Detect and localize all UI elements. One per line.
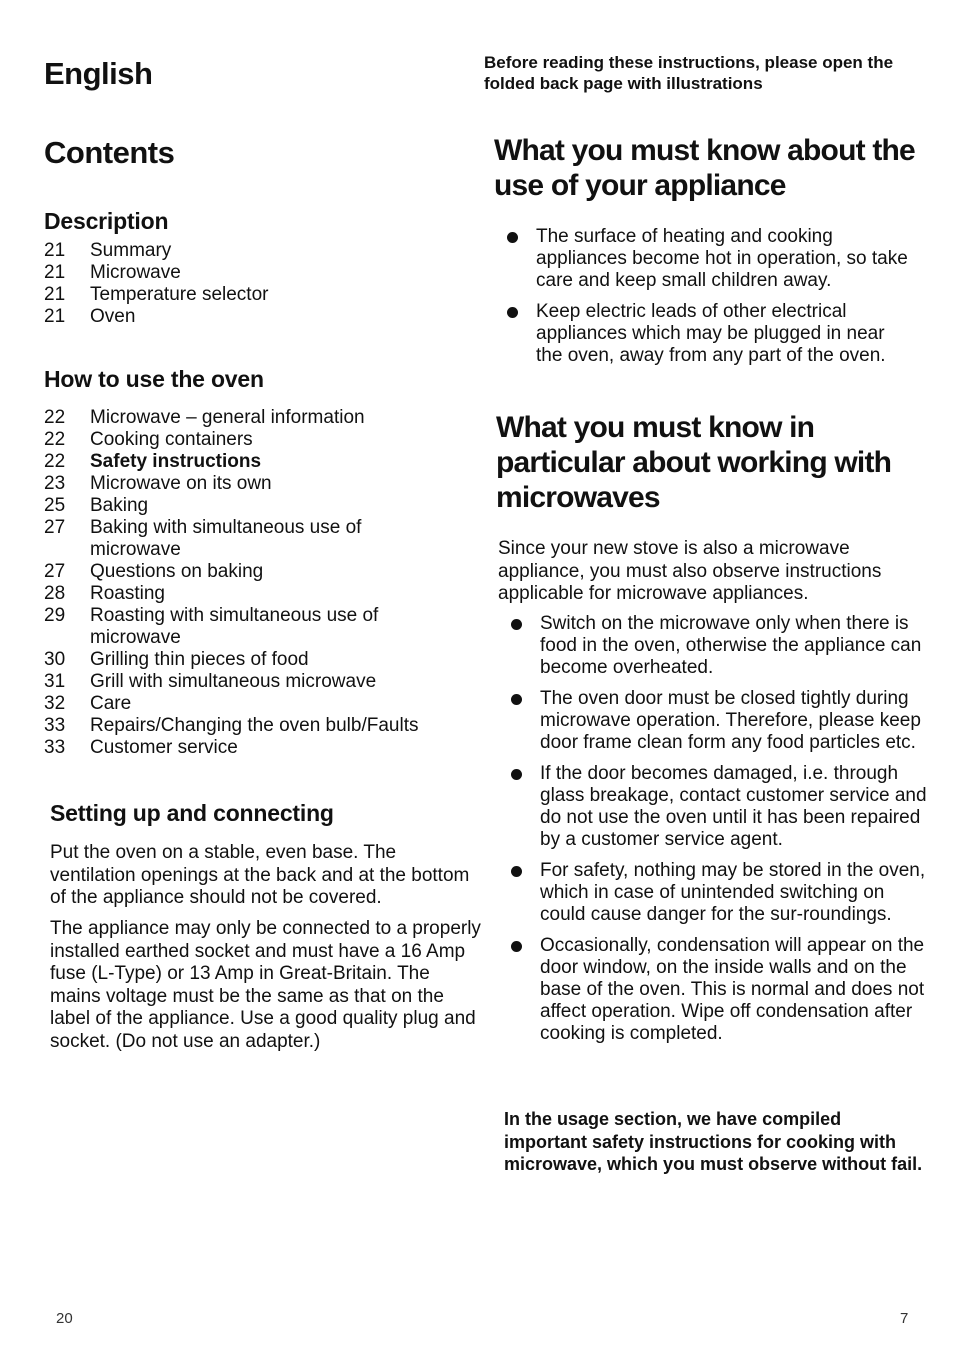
toc-text: Cooking containers	[90, 429, 253, 450]
section-2-bullets	[506, 613, 928, 1054]
toc-page: 27	[44, 517, 66, 538]
toc-page: 32	[44, 693, 66, 714]
list-item	[506, 860, 928, 926]
toc-text: Baking	[90, 495, 149, 516]
bullet-text: Keep electric leads of other electrical appliances which may be plugged in near the oven, away from any part of the oven.	[536, 301, 886, 366]
list-item	[502, 226, 912, 292]
toc-text: Temperature selector	[90, 284, 269, 305]
toc-page: 29	[44, 605, 66, 626]
toc-row[interactable]	[44, 284, 474, 306]
setting-up-heading: Setting up and connecting	[50, 800, 334, 826]
toc-row[interactable]	[44, 306, 474, 328]
toc-row[interactable]	[44, 671, 474, 693]
bullet-icon	[511, 619, 522, 630]
how-to-use-heading: How to use the oven	[44, 366, 264, 392]
bullet-icon	[507, 307, 518, 318]
bullet-icon	[511, 769, 522, 780]
toc-text: Questions on baking	[90, 561, 264, 582]
bullet-text: If the door becomes damaged, i.e. through glass breakage, contact customer service and do not use the oven until it has been repaired by a customer service agent.	[540, 763, 927, 850]
toc-text: Repairs/Changing the oven bulb/Faults	[90, 715, 419, 736]
toc-row[interactable]	[44, 693, 474, 715]
toc-text: Baking with simultaneous use of microwave	[90, 517, 362, 560]
toc-text: Roasting with simultaneous use of microwave	[90, 605, 379, 648]
toc-row[interactable]	[44, 737, 474, 759]
toc-text: Microwave	[90, 262, 181, 283]
toc-page: 28	[44, 583, 66, 604]
toc-page: 25	[44, 495, 66, 516]
toc-row[interactable]	[44, 517, 474, 561]
toc-row[interactable]	[44, 429, 474, 451]
fold-out-notice: Before reading these instructions, please open the folded back page with illustrations	[484, 53, 894, 93]
contents-title: Contents	[44, 135, 175, 170]
toc-text: Customer service	[90, 737, 238, 758]
bullet-text: Occasionally, condensation will appear on the door window, on the inside walls and on the base of the oven. This is normal and does not affect operation. Wipe off condensation after cooking is completed.	[540, 935, 925, 1044]
list-item	[506, 935, 928, 1045]
toc-page: 22	[44, 407, 66, 428]
toc-page: 27	[44, 561, 66, 582]
toc-page: 33	[44, 715, 66, 736]
setting-up-paragraph-2: The appliance may only be connected to a properly installed earthed socket and must have a 16 Amp fuse (L-Type) or 13 Amp in Great-Britain. The mains voltage must be the same as that on the label of the appliance. Use a good quality plug and socket. (Do not use an adapter.)	[50, 918, 481, 1052]
bullet-text: The surface of heating and cooking appliances become hot in operation, so take care and keep small children away.	[536, 226, 908, 291]
bullet-icon	[511, 694, 522, 705]
page-number-left: 20	[56, 1310, 73, 1327]
toc-row[interactable]	[44, 407, 474, 429]
toc-text: Microwave on its own	[90, 473, 272, 494]
toc-row[interactable]	[44, 715, 474, 737]
setting-up-paragraph-1: Put the oven on a stable, even base. The ventilation openings at the back and at the bottom of the appliance should not be covered.	[50, 842, 470, 908]
toc-text: Oven	[90, 306, 136, 327]
toc-page: 23	[44, 473, 66, 494]
section-1-heading: What you must know about the use of your appliance	[494, 134, 915, 202]
safety-closing-note: In the usage section, we have compiled important safety instructions for cooking with microwave, which you must observe without fail.	[504, 1109, 923, 1174]
bullet-icon	[511, 941, 522, 952]
toc-page: 33	[44, 737, 66, 758]
bullet-text: Switch on the microwave only when there is food in the oven, otherwise the appliance can become overheated.	[540, 613, 922, 678]
toc-text: Care	[90, 693, 132, 714]
toc-row[interactable]	[44, 605, 474, 649]
toc-text: Safety instructions	[90, 451, 262, 472]
list-item	[506, 763, 928, 851]
language-title: English	[44, 56, 153, 91]
toc-row[interactable]	[44, 561, 474, 583]
toc-row[interactable]	[44, 451, 474, 473]
description-heading: Description	[44, 208, 169, 234]
bullet-icon	[507, 232, 518, 243]
section-2-heading: What you must know in particular about working with microwaves	[496, 411, 892, 514]
toc-page: 21	[44, 240, 66, 261]
toc-row[interactable]	[44, 473, 474, 495]
description-list	[44, 240, 474, 328]
toc-row[interactable]	[44, 583, 474, 605]
toc-row[interactable]	[44, 495, 474, 517]
list-item	[506, 688, 928, 754]
toc-text: Microwave – general information	[90, 407, 365, 428]
toc-page: 21	[44, 284, 66, 305]
toc-page: 22	[44, 429, 66, 450]
list-item	[506, 613, 928, 679]
how-to-use-list	[44, 407, 474, 759]
toc-page: 21	[44, 262, 66, 283]
toc-page: 21	[44, 306, 66, 327]
toc-row[interactable]	[44, 240, 474, 262]
section-2-intro: Since your new stove is also a microwave appliance, you must also observe instructions applicable for microwave appliances.	[498, 538, 882, 604]
toc-page: 31	[44, 671, 66, 692]
toc-page: 22	[44, 451, 66, 472]
list-item	[502, 301, 912, 367]
bullet-text: The oven door must be closed tightly during microwave operation. Therefore, please keep door frame clean form any food particles etc.	[540, 688, 921, 753]
toc-row[interactable]	[44, 649, 474, 671]
toc-row[interactable]	[44, 262, 474, 284]
page-number-right: 7	[900, 1310, 909, 1327]
toc-text: Grilling thin pieces of food	[90, 649, 309, 670]
bullet-icon	[511, 866, 522, 877]
toc-text: Grill with simultaneous microwave	[90, 671, 377, 692]
bullet-text: For safety, nothing may be stored in the oven, which in case of unintended switching on could cause danger for the sur-roundings.	[540, 860, 926, 925]
toc-text: Roasting	[90, 583, 165, 604]
section-1-bullets	[502, 226, 912, 376]
toc-page: 30	[44, 649, 66, 670]
toc-text: Summary	[90, 240, 172, 261]
